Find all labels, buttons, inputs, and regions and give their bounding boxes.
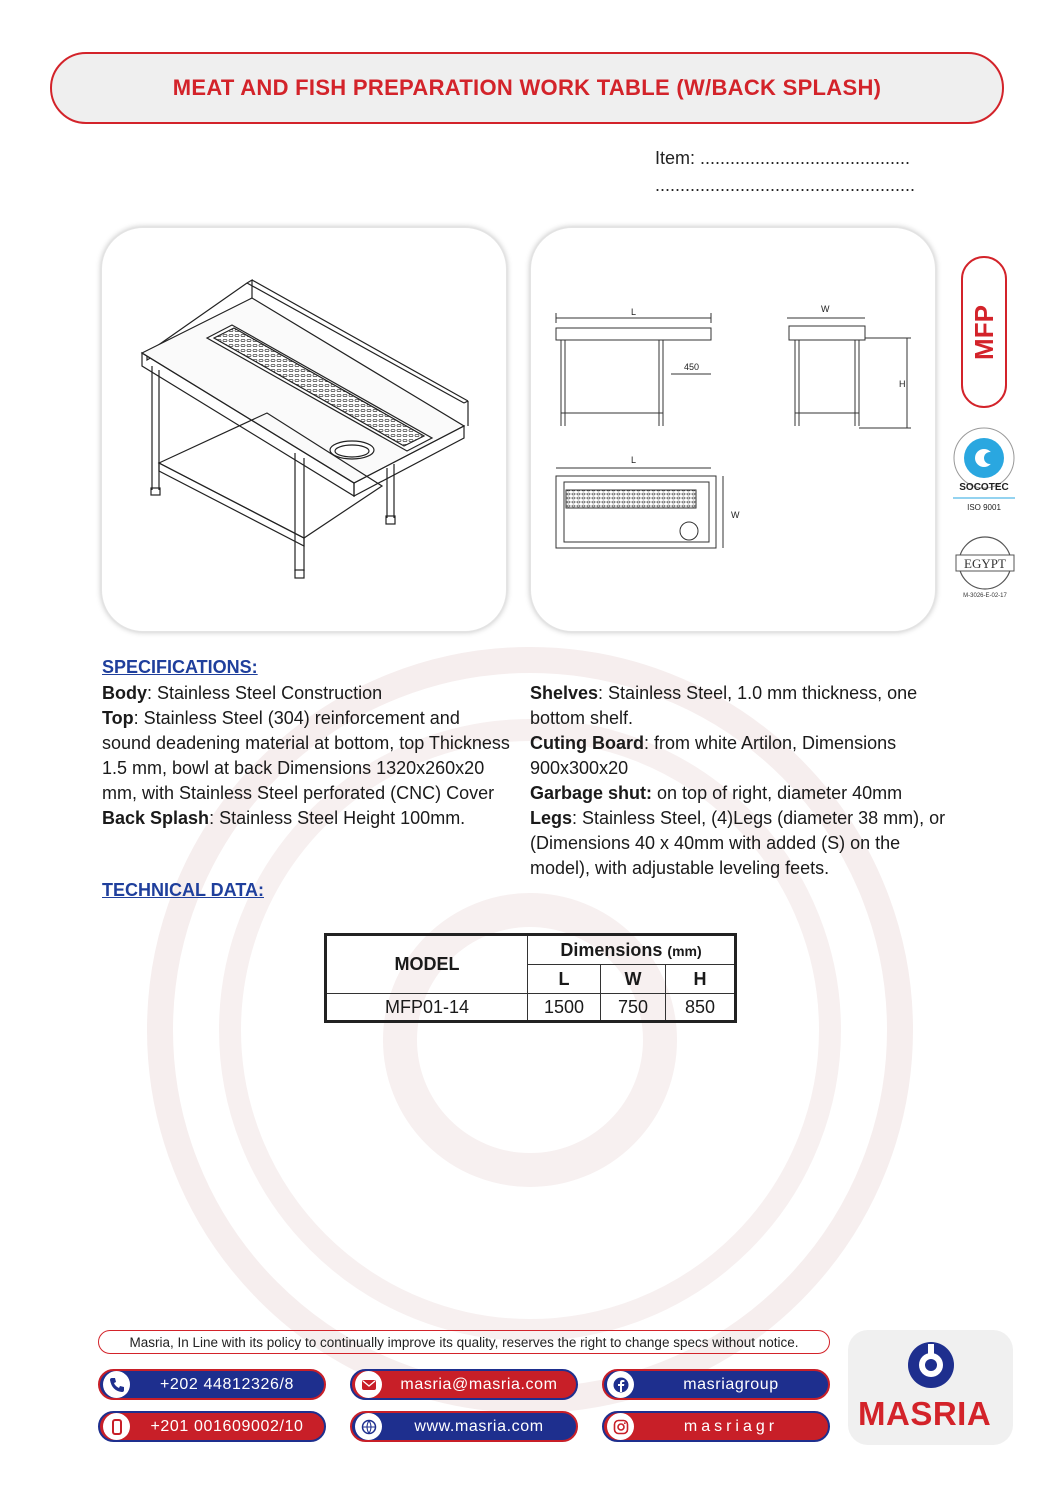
email-icon: [355, 1371, 382, 1398]
item-field-line2: ....................................................: [655, 175, 916, 195]
brand-name: MASRIA: [858, 1395, 992, 1432]
spec-body: Body: Stainless Steel Construction: [102, 683, 383, 703]
side-dim-H: H: [899, 379, 906, 389]
mobile-phone-icon: [103, 1413, 130, 1440]
cell-H: 850: [666, 994, 736, 1022]
spec-shelves: Shelves: Stainless Steel, 1.0 mm thickness, one bottom shelf.: [530, 683, 918, 728]
email-contact[interactable]: masria@masria.com: [350, 1369, 578, 1400]
technical-drawing-card: [530, 227, 936, 632]
egypt-code: M-3026-E-02-17: [963, 593, 1007, 599]
spec-garbage: Garbage shut: on top of right, diameter 40mm: [530, 783, 903, 803]
website-contact[interactable]: www.masria.com: [350, 1411, 578, 1442]
instagram-icon: [607, 1413, 634, 1440]
col-H-header: H: [666, 965, 736, 994]
technical-data-table: [324, 933, 737, 1023]
table-isometric-drawing: [102, 228, 506, 631]
product-code: MFP: [968, 304, 999, 360]
top-dim-W: W: [731, 510, 740, 520]
front-dim-L: L: [631, 307, 637, 317]
title-banner: [50, 52, 1004, 124]
phone-contact-2[interactable]: +201 001609002/10: [98, 1411, 326, 1442]
masria-logo-icon: [903, 1340, 959, 1390]
spec-cutting-board: Cuting Board: from white Artilon, Dimensions 900x300x20: [530, 733, 897, 778]
page-title: MEAT AND FISH PREPARATION WORK TABLE (W/BACK SPLASH): [172, 75, 882, 100]
egypt-certification-icon: [946, 535, 1024, 599]
facebook-icon: [607, 1371, 634, 1398]
top-dim-L: L: [631, 455, 637, 465]
cell-W: 750: [601, 994, 666, 1022]
socotec-name: SOCOTEC: [959, 482, 1009, 493]
spec-back-splash: Back Splash: Stainless Steel Height 100mm.: [102, 808, 466, 828]
col-L-header: L: [528, 965, 601, 994]
phone-contact-1[interactable]: +202 44812326/8: [98, 1369, 326, 1400]
socotec-certification-icon: [945, 422, 1023, 522]
col-dimensions-header: Dimensions (mm): [528, 935, 736, 965]
item-field: Item: ..........................................: [655, 148, 911, 168]
table-row: [326, 994, 736, 1022]
specifications-right-column: [530, 681, 950, 881]
disclaimer-notice: Masria, In Line with its policy to continually improve its quality, reserves the right to change specs without notice.: [98, 1330, 830, 1354]
specifications-left-column: [102, 681, 512, 831]
cell-L: 1500: [528, 994, 601, 1022]
instagram-contact[interactable]: masriagr: [602, 1411, 830, 1442]
col-W-header: W: [601, 965, 666, 994]
product-image-card: [101, 227, 507, 632]
orthographic-drawings: [531, 228, 935, 631]
phone-icon: [103, 1371, 130, 1398]
technical-data-heading: TECHNICAL DATA:: [102, 880, 264, 900]
product-code-badge: [961, 256, 1007, 408]
specifications-heading: SPECIFICATIONS:: [102, 657, 258, 677]
spec-legs: Legs: Stainless Steel, (4)Legs (diameter 38 mm), or (Dimensions 40 x 40mm with added (S) on the model), with adjustable leveling feets.: [530, 808, 946, 878]
front-dim-450: 450: [684, 362, 700, 372]
cell-model: MFP01-14: [326, 994, 528, 1022]
egypt-name: EGYPT: [964, 556, 1006, 571]
side-dim-W: W: [821, 304, 830, 314]
globe-icon: [355, 1413, 382, 1440]
facebook-contact[interactable]: masriagroup: [602, 1369, 830, 1400]
socotec-iso: ISO 9001: [967, 503, 1001, 512]
col-model-header: MODEL: [326, 935, 528, 994]
spec-top: Top: Stainless Steel (304) reinforcement and sound deadening material at bottom, top Thickness 1.5 mm, bowl at back Dimensions 1320x260x20 mm, with Stainless Steel perforated (CNC) Cover: [102, 708, 510, 803]
